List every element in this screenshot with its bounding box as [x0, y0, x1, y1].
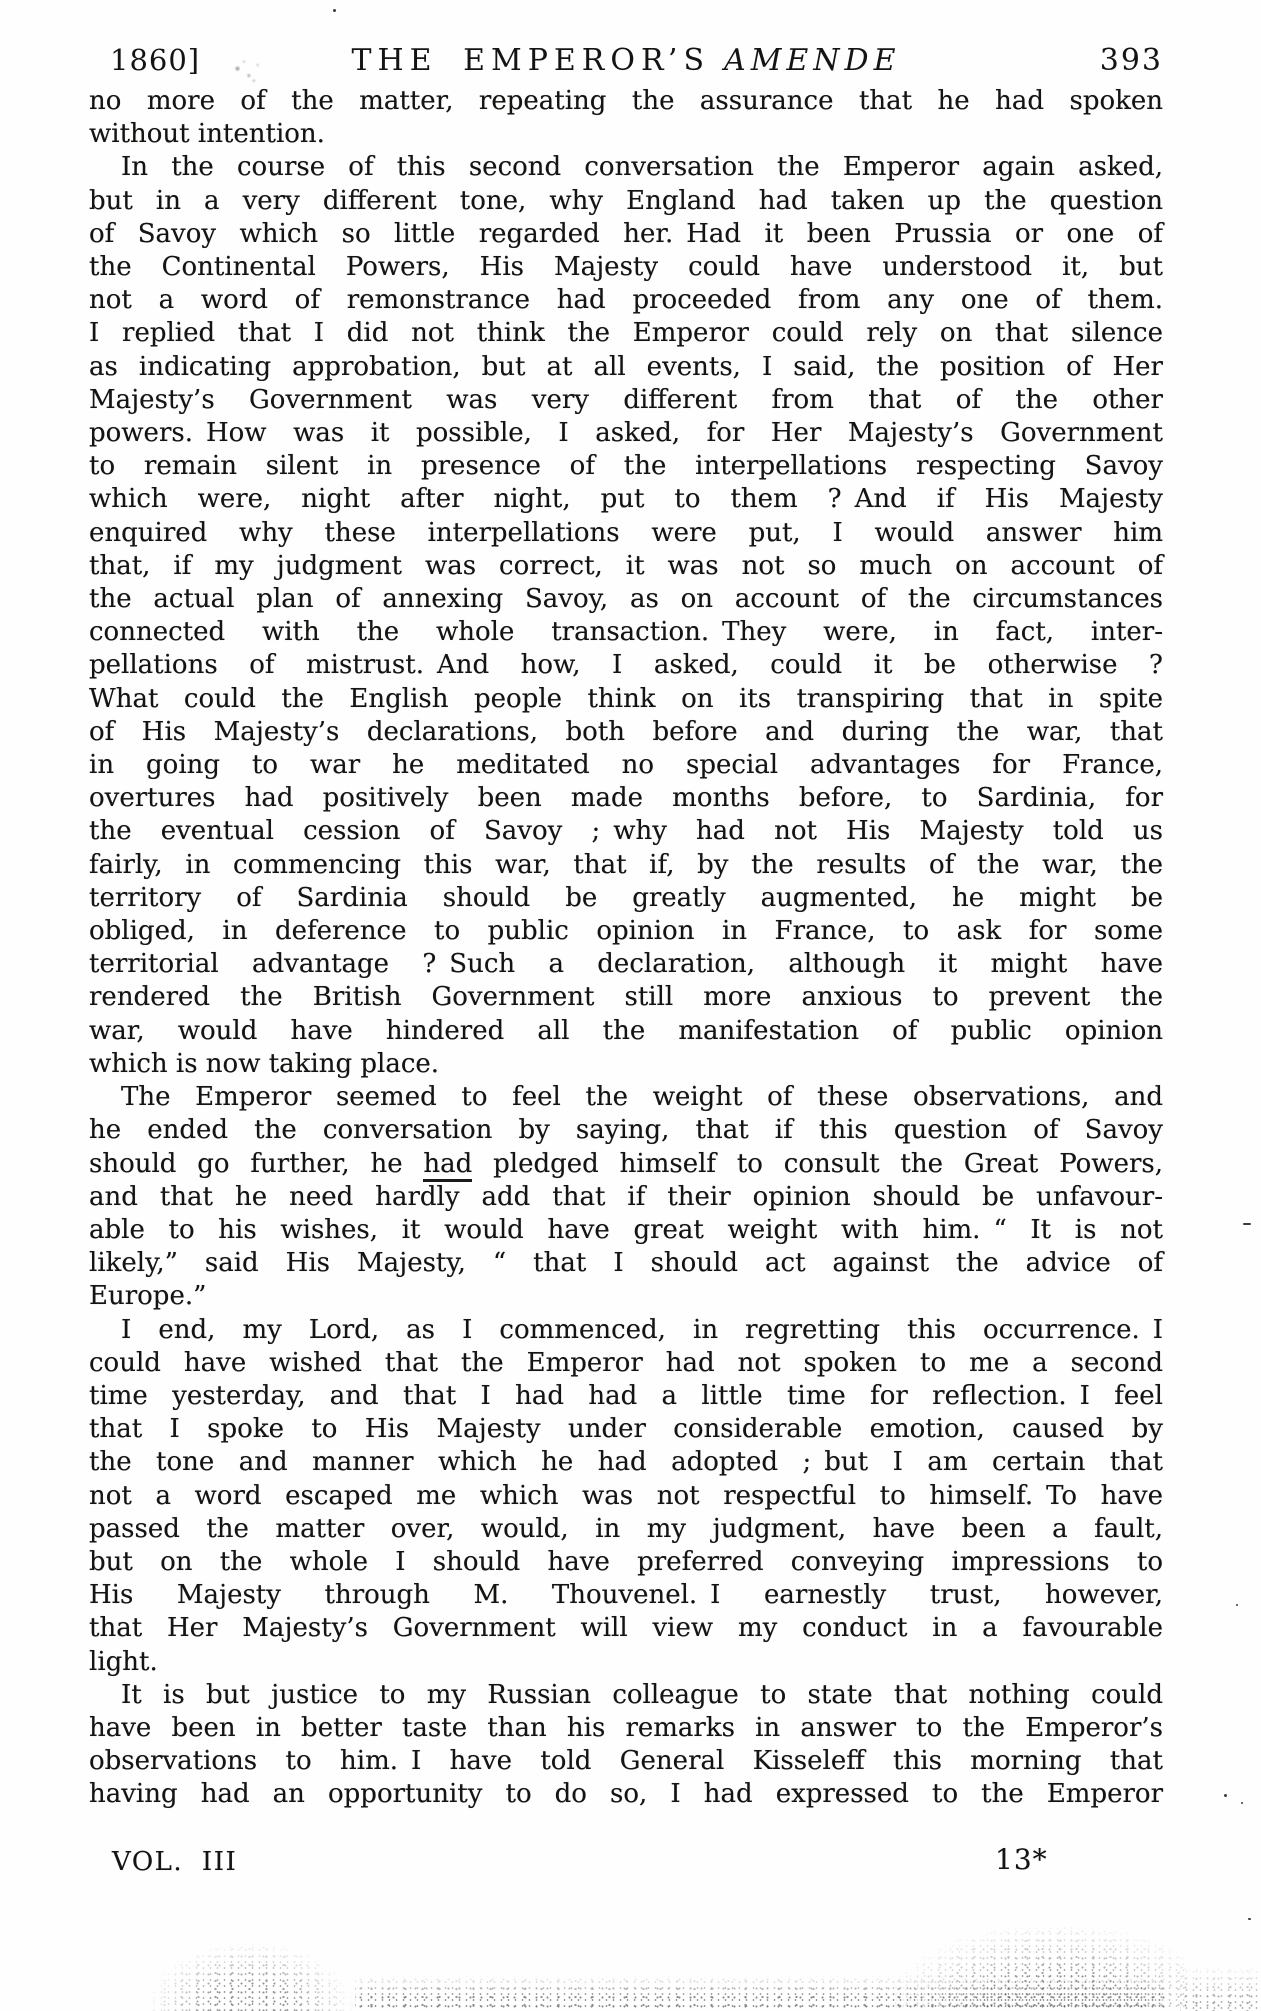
text-line: to remain silent in presence of the interpellations respecting Savoy [89, 451, 1163, 482]
ink-smudge [228, 56, 266, 84]
text-line: pellations of mistrust. And how, I asked, could it be otherwise ? [89, 650, 1163, 681]
paragraph [89, 1314, 1163, 1679]
text-line: the eventual cession of Savoy ; why had not His Majesty told us [89, 816, 1163, 847]
title-roman: THE EMPEROR’S [351, 43, 711, 78]
text-line: I replied that I did not think the Emperor could rely on that silence [89, 318, 1163, 349]
text-line: The Emperor seemed to feel the weight of these observations, and [121, 1082, 1163, 1113]
text-line: His Majesty through M. Thouvenel. I earnestly trust, however, [89, 1580, 1163, 1611]
text-line: overtures had positively been made months before, to Sardinia, for [89, 783, 1163, 814]
scan-noise-left-cluster [148, 1943, 353, 2011]
text-line: but on the whole I should have preferred conveying impressions to [89, 1546, 1163, 1577]
text-line: territorial advantage ? Such a declaration, although it might have [89, 949, 1163, 980]
text-line: observations to him. I have told General Kisseleff this morning that [89, 1746, 1163, 1777]
scan-noise-corner [1180, 1965, 1261, 2011]
text-line: fairly, in commencing this war, that if, by the results of the war, the [89, 849, 1163, 880]
text-line: could have wished that the Emperor had not spoken to me a second [89, 1347, 1163, 1378]
text-line: not a word of remonstrance had proceeded from any one of them. [89, 285, 1163, 316]
text-line: of Savoy which so little regarded her. Had it been Prussia or one of [89, 218, 1163, 249]
text-line: the actual plan of annexing Savoy, as on account of the circumstances [89, 584, 1163, 615]
paragraph [89, 85, 1163, 151]
text-line: he ended the conversation by saying, that if this question of Savoy [89, 1115, 1163, 1146]
text-line: enquired why these interpellations were put, I would answer him [89, 517, 1163, 548]
text-line: light. [89, 1646, 158, 1677]
text-block [89, 43, 1163, 1812]
text-line: It is but justice to my Russian colleague to state that nothing could [121, 1679, 1163, 1710]
text-line: I end, my Lord, as I commenced, in regretting this occurrence. I [121, 1314, 1163, 1345]
text-line: but in a very different tone, why England had taken up the question [89, 185, 1163, 216]
text-line: Europe.” [89, 1281, 207, 1312]
text-line: and that he need hardly add that if their opinion should be unfavour- [89, 1181, 1163, 1212]
text-line: territory of Sardinia should be greatly augmented, he might be [89, 882, 1163, 913]
text-line: rendered the British Government still more anxious to prevent the [89, 982, 1163, 1013]
text-line: of His Majesty’s declarations, both before and during the war, that [89, 716, 1163, 747]
page-footer [89, 1843, 1163, 1885]
paragraph [89, 1081, 1163, 1313]
text-segment: should go further, he [89, 1148, 424, 1179]
paragraph [89, 151, 1163, 1081]
text-line: that I spoke to His Majesty under considerable emotion, caused by [89, 1414, 1163, 1445]
text-line: which is now taking place. [89, 1048, 440, 1079]
scan-speck [1236, 1604, 1238, 1606]
text-line: time yesterday, and that I had had a little time for reflection. I feel [89, 1380, 1163, 1411]
signature-mark: 13* [995, 1843, 1048, 1876]
text-line: not a word escaped me which was not respectful to himself. To have [89, 1480, 1163, 1511]
page-number: 393 [1099, 43, 1163, 78]
title-italic: AMENDE [724, 43, 901, 78]
text-line: that, if my judgment was correct, it was not so much on account of [89, 550, 1163, 581]
text-line: Majesty’s Government was very different from that of the other [89, 384, 1163, 415]
text-line: able to his wishes, it would have great weight with him. “ It is not [89, 1214, 1163, 1245]
paragraph [89, 1679, 1163, 1812]
text-segment: pledged himself to consult the Great Powers, [472, 1148, 1163, 1179]
text-line: connected with the whole transaction. They were, in fact, inter- [89, 617, 1163, 648]
text-line: What could the English people think on its transpiring that in spite [89, 683, 1163, 714]
text-line-emphasis [89, 1148, 1163, 1181]
scan-noise-band [355, 1975, 1165, 2009]
volume-label: VOL. III [112, 1847, 238, 1877]
text-line: no more of the matter, repeating the assurance that he had spoken [89, 86, 1163, 116]
scan-speck [1248, 1918, 1251, 1920]
underlined-word: had [423, 1149, 472, 1182]
body-text [89, 85, 1163, 1812]
scan-speck [1243, 1223, 1251, 1225]
text-line: in going to war he meditated no special advantages for France, [89, 750, 1163, 781]
text-line: war, would have hindered all the manifestation of public opinion [89, 1015, 1163, 1046]
text-line: likely,” said His Majesty, “ that I should act against the advice of [89, 1248, 1163, 1279]
page-title [351, 43, 900, 78]
text-line: without intention. [89, 119, 325, 150]
scan-speck [1241, 1802, 1243, 1804]
text-line: the tone and manner which he had adopted ; but I am certain that [89, 1447, 1163, 1478]
header-year: 1860] [110, 43, 201, 77]
text-line: have been in better taste than his remarks in answer to the Emperor’s [89, 1712, 1163, 1743]
text-line: as indicating approbation, but at all events, I said, the position of Her [89, 351, 1163, 382]
text-line: passed the matter over, would, in my judgment, have been a fault, [89, 1513, 1163, 1544]
text-line: powers. How was it possible, I asked, for Her Majesty’s Government [89, 418, 1163, 449]
text-line: which were, night after night, put to them ? And if His Majesty [89, 484, 1163, 515]
text-line: the Continental Powers, His Majesty could have understood it, but [89, 252, 1163, 283]
scan-speck [1224, 1794, 1227, 1797]
text-line: having had an opportunity to do so, I had expressed to the Emperor [89, 1779, 1163, 1810]
text-line: In the course of this second conversation the Emperor again asked, [121, 152, 1163, 183]
scan-noise-right-cluster [890, 1927, 1190, 2011]
text-line: that Her Majesty’s Government will view my conduct in a favourable [89, 1613, 1163, 1644]
scan-speck [333, 9, 336, 12]
text-line: obliged, in deference to public opinion in France, to ask for some [89, 916, 1163, 947]
